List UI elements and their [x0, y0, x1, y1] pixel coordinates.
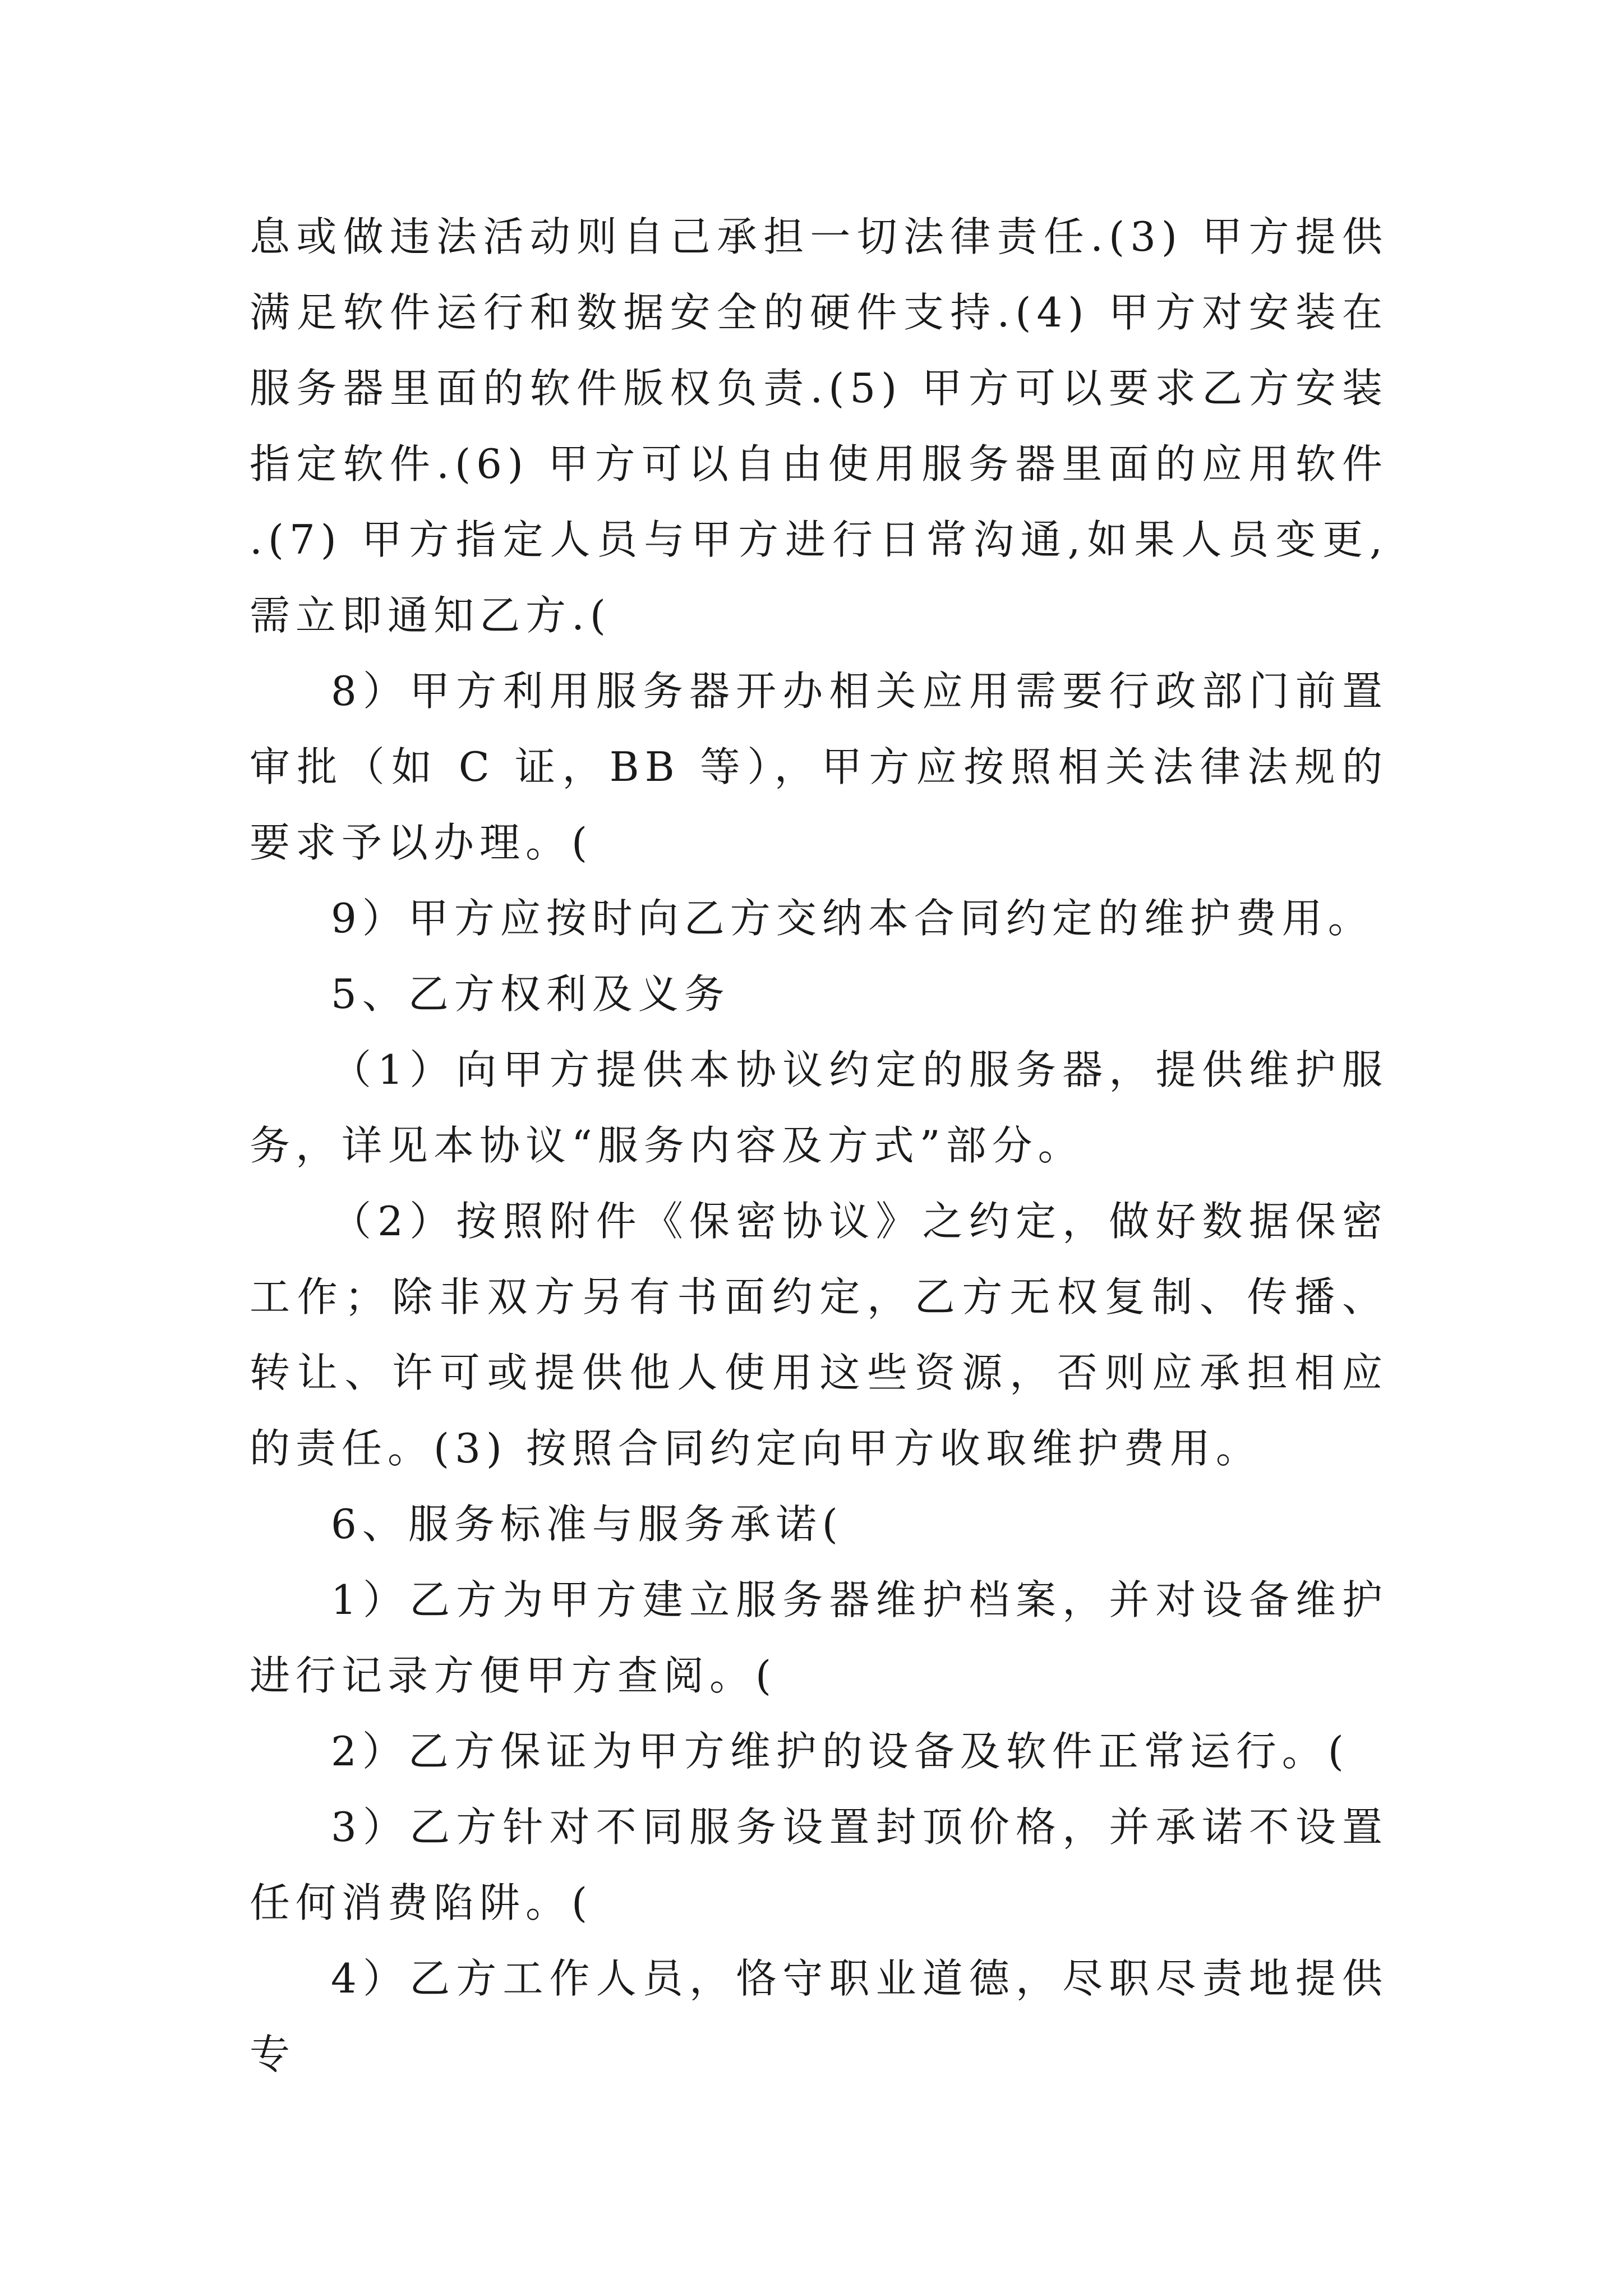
paragraph-party-a-obligation-9: 9）甲方应按时向乙方交纳本合同约定的维护费用。: [331, 895, 1374, 942]
paragraph-service-commitment-4: 4）乙方工作人员，恪守职业道德，尽职尽责地提供专: [250, 1955, 1388, 2078]
paragraph-service-commitment-2: 2）乙方保证为甲方维护的设备及软件正常运行。(: [331, 1728, 1349, 1775]
paragraph-party-a-obligations-3-7: 息或做违法活动则自己承担一切法律责任.(3) 甲方提供满足软件运行和数据安全的硬件支持.(4) 甲方对安装在服务器里面的软件版权负责.(5) 甲方可以要求乙方安装指定软件.(6) 甲方可以自由使用服务器里面的应用软件.(7) 甲方指定人员与甲方进行日常沟通,如果人员变更,需立即通知乙方.(: [250, 213, 1388, 639]
document-body: [250, 199, 1388, 2092]
section-heading-party-b-rights: 5、乙方权利及义务: [331, 970, 730, 1018]
paragraph-party-b-obligation-2-3: （2）按照附件《保密协议》之约定，做好数据保密工作；除非双方另有书面约定，乙方无权复制、传播、转让、许可或提供他人使用这些资源，否则应承担相应的责任。(3) 按照合同约定向甲方收取维护费用。: [250, 1198, 1388, 1472]
section-heading-service-standards: 6、服务标准与服务承诺(: [331, 1501, 843, 1548]
paragraph-party-a-obligation-8: 8）甲方利用服务器开办相关应用需要行政部门前置审批（如 C 证，BB 等），甲方应按照相关法律法规的要求予以办理。(: [250, 668, 1388, 866]
paragraph-service-commitment-3: 3）乙方针对不同服务设置封顶价格，并承诺不设置任何消费陷阱。(: [250, 1803, 1388, 1926]
paragraph-party-b-obligation-1: （1）向甲方提供本协议约定的服务器，提供维护服务，详见本协议“服务内容及方式”部分。: [250, 1046, 1388, 1169]
paragraph-service-commitment-1: 1）乙方为甲方建立服务器维护档案，并对设备维护进行记录方便甲方查阅。(: [250, 1576, 1388, 1699]
